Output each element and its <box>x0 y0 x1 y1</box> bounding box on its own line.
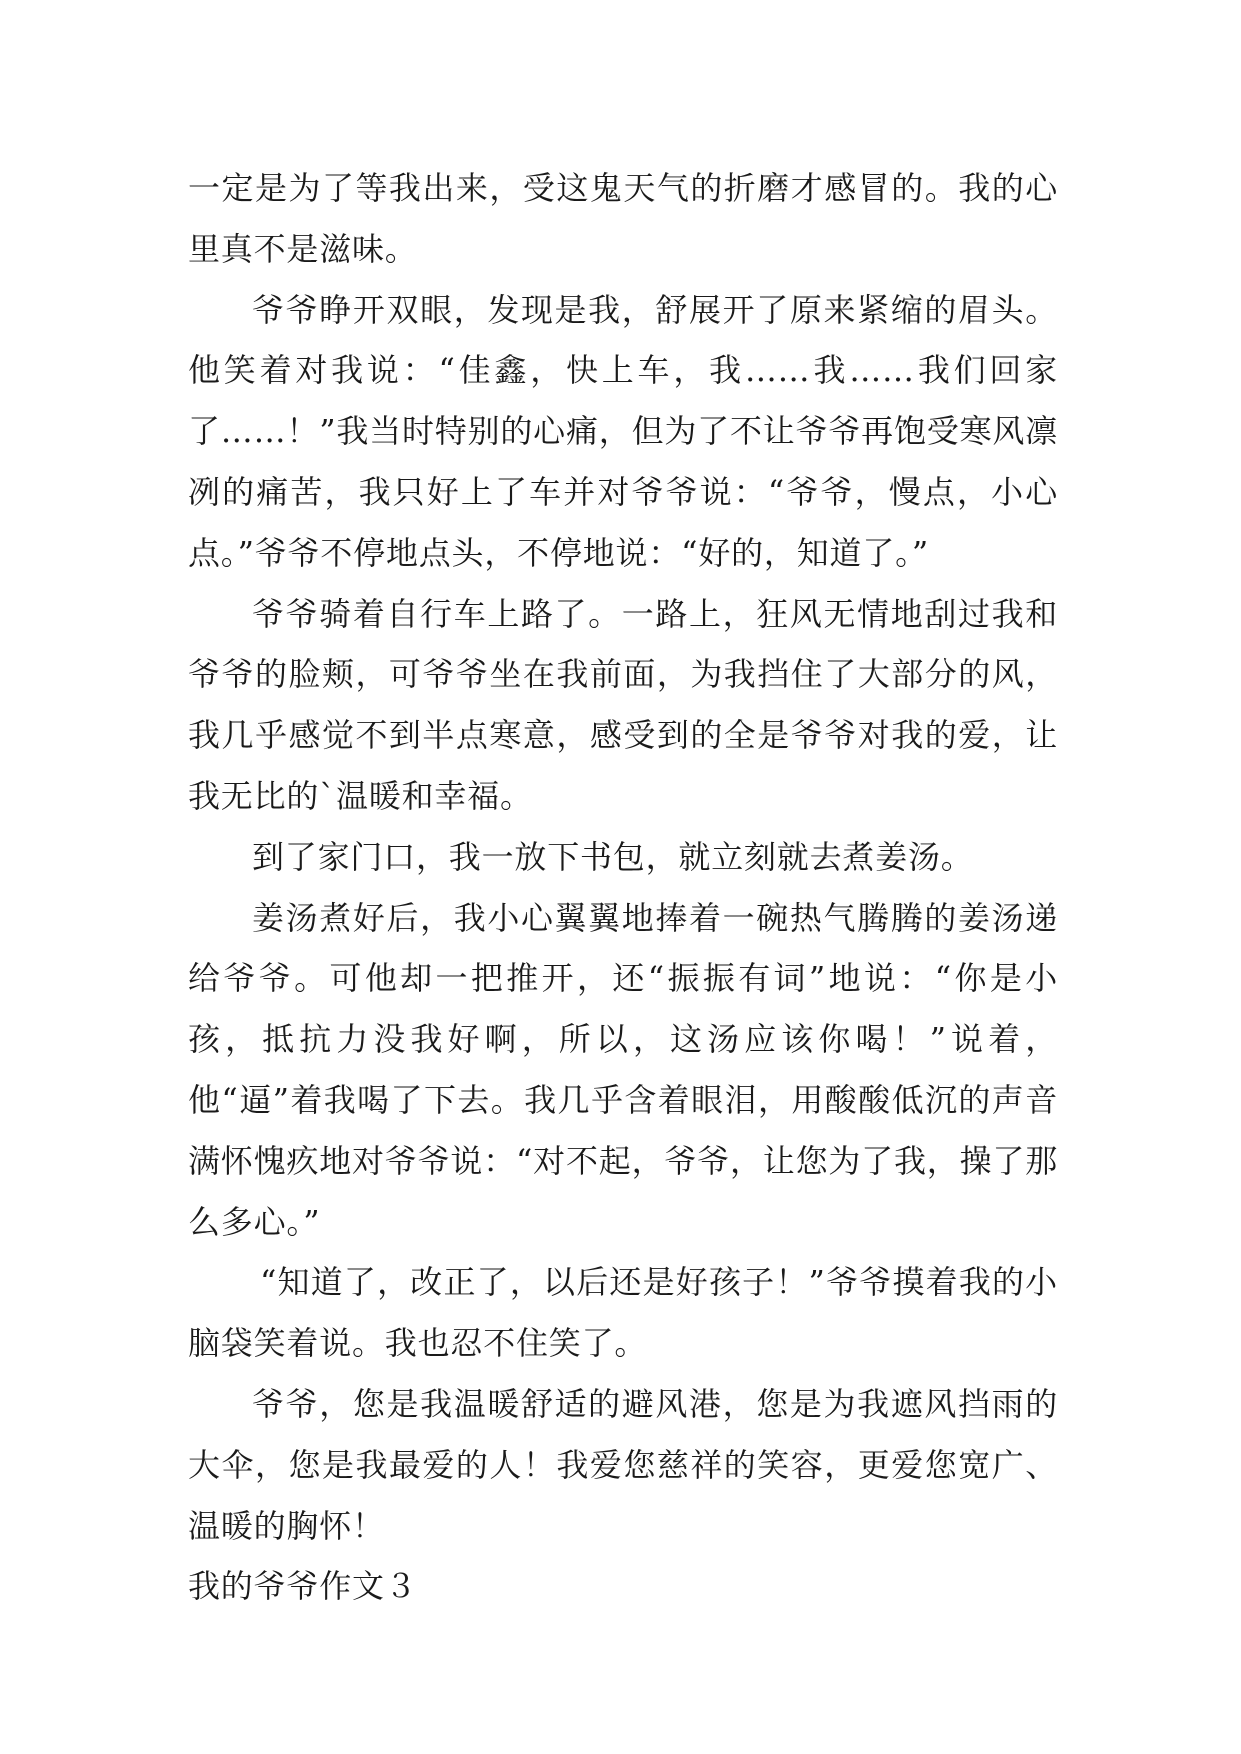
paragraph-ginger-soup: 姜汤煮好后，我小心翼翼地捧着一碗热气腾腾的姜汤递给爷爷。可他却一把推开，还“振振有词”地说：“你是小孩，抵抗力没我好啊，所以，这汤应该你喝！”说着，他“逼”着我喝了下去。我几乎含着眼泪，用酸酸低沉的声音满怀愧疚地对爷爷说：“对不起，爷爷，让您为了我，操了那么多心。” <box>188 898 1058 1241</box>
paragraph-continuation: 一定是为了等我出来，受这鬼天气的折磨才感冒的。我的心里真不是滋味。 <box>188 169 1058 268</box>
paragraph-good-child: “知道了，改正了，以后还是好孩子！”爷爷摸着我的小脑袋笑着说。我也忍不住笑了。 <box>188 1263 1058 1363</box>
section-heading: 我的爷爷作文３ <box>188 1567 418 1606</box>
paragraph-conclusion: 爷爷，您是我温暖舒适的避风港，您是为我遮风挡雨的大伞，您是我最爱的人！我爱您慈祥的笑容，更爱您宽广、温暖的胸怀！ <box>188 1384 1058 1545</box>
document-body <box>188 158 1058 1617</box>
paragraph-grandpa-wakes: 爷爷睁开双眼，发现是我，舒展开了原来紧缩的眉头。他笑着对我说：“佳鑫，快上车，我……我……我们回家了……！”我当时特别的心痛，但为了不让爷爷再饱受寒风凛冽的痛苦，我只好上了车并对爷爷说：“爷爷，慢点，小心点。”爷爷不停地点头，不停地说：“好的，知道了。” <box>188 290 1058 572</box>
paragraph-ride-home: 爷爷骑着自行车上路了。一路上，狂风无情地刮过我和爷爷的脸颊，可爷爷坐在我前面，为我挡住了大部分的风，我几乎感觉不到半点寒意，感受到的全是爷爷对我的爱，让我无比的`温暖和幸福。 <box>188 594 1058 815</box>
paragraph-arrive-home: 到了家门口，我一放下书包，就立刻就去煮姜汤。 <box>252 837 974 876</box>
